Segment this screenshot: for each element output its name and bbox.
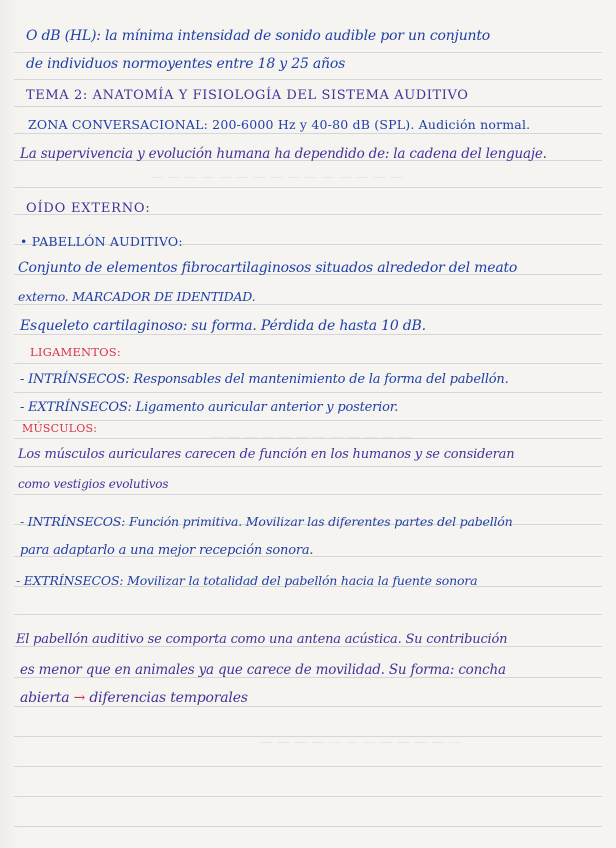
ruled-line [14, 826, 602, 827]
subsection-heading: MÚSCULOS: [22, 422, 98, 435]
ruled-line [14, 363, 602, 364]
note-line: es menor que en animales ya que carece de movilidad. Su forma: concha [20, 662, 506, 678]
ruled-line [14, 706, 602, 707]
ruled-line [14, 392, 602, 393]
ruled-line [14, 304, 602, 305]
note-fragment: abierta [20, 690, 70, 706]
note-line: para adaptarlo a una mejor recepción sonora. [20, 543, 314, 558]
note-line: externo. MARCADOR DE IDENTIDAD. [18, 289, 256, 304]
ruled-line [14, 796, 602, 797]
note-line: El pabellón auditivo se comporta como una antena acústica. Su contribución [16, 632, 508, 647]
note-line: La supervivencia y evolución humana ha dependido de: la cadena del lenguaje. [20, 146, 547, 162]
ruled-line [14, 52, 602, 53]
note-line: O dB (HL): la mínima intensidad de sonido audible por un conjunto [26, 28, 490, 44]
ruled-line [14, 334, 602, 335]
ruled-line [14, 106, 602, 107]
subsection-heading: LIGAMENTOS: [30, 345, 121, 359]
ruled-line [14, 187, 602, 188]
bleed-through: — — — — — — — — — — — — [260, 735, 462, 750]
bleed-through: — — — — — — — — — — — — [210, 430, 412, 445]
note-line: ZONA CONVERSACIONAL: 200-6000 Hz y 40-80 dB (SPL). Audición normal. [28, 117, 531, 132]
ruled-line [14, 420, 602, 421]
note-line: - INTRÍNSECOS: Responsables del mantenimiento de la forma del pabellón. [20, 372, 509, 387]
note-line: de individuos normoyentes entre 18 y 25 años [26, 56, 346, 72]
note-line: - INTRÍNSECOS: Función primitiva. Movilizar las diferentes partes del pabellón [20, 514, 513, 529]
section-heading: OÍDO EXTERNO: [26, 201, 151, 216]
topic-heading: TEMA 2: ANATOMÍA Y FISIOLOGÍA DEL SISTEMA AUDITIVO [26, 88, 469, 103]
note-line: - EXTRÍNSECOS: Movilizar la totalidad del pabellón hacia la fuente sonora [16, 573, 478, 588]
bleed-through: — — — — — — — — — — — — — — — [150, 170, 403, 185]
ruled-line [14, 614, 602, 615]
ruled-line [14, 466, 602, 467]
note-line: como vestigios evolutivos [18, 477, 169, 491]
note-line: Conjunto de elementos fibrocartilaginosos situados alrededor del meato [18, 260, 518, 276]
note-line: Los músculos auriculares carecen de función en los humanos y se consideran [18, 447, 515, 462]
ruled-line [14, 736, 602, 737]
note-fragment: diferencias temporales [89, 690, 248, 706]
ruled-line [14, 133, 602, 134]
arrow-icon: → [73, 690, 86, 706]
subsection-heading: • PABELLÓN AUDITIVO: [20, 234, 183, 249]
ruled-line [14, 766, 602, 767]
ruled-line [14, 494, 602, 495]
note-line: Esqueleto cartilaginoso: su forma. Pérdida de hasta 10 dB. [20, 318, 426, 334]
ruled-line [14, 79, 602, 80]
note-line [20, 690, 248, 706]
note-line: - EXTRÍNSECOS: Ligamento auricular anterior y posterior. [20, 400, 399, 415]
ruled-line [14, 438, 602, 439]
